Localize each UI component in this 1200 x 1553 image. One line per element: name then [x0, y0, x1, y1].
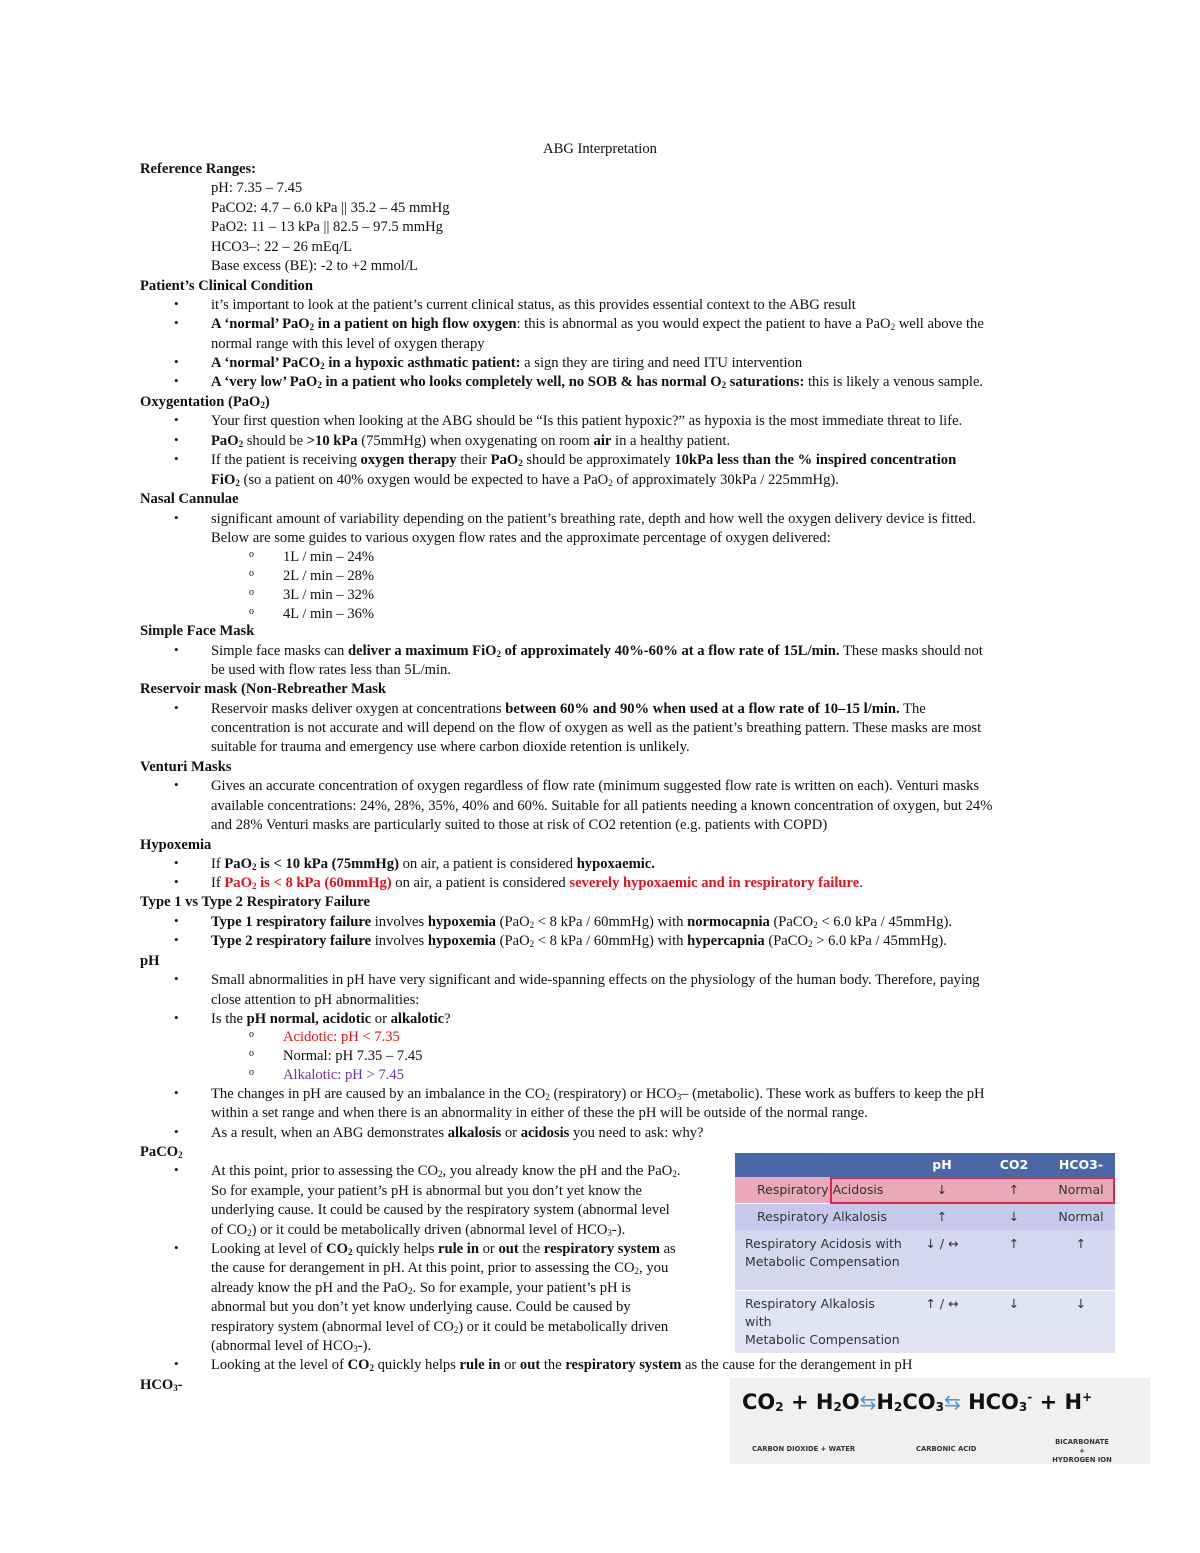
bullet: • [174, 296, 179, 311]
paco2-bullet-2-l2: the cause for derangement in pH. At this point, prior to assessing the $CO_2$, you [211, 1260, 669, 1276]
sub-bullet: o [249, 568, 254, 579]
paco2-bullet-2-l3: already know the pH and the PaO$_2$. So for example, your patient’s pH is [211, 1280, 631, 1296]
nasal-cannulae-heading: Nasal Cannulae [140, 491, 239, 507]
ref-line-base-excess: Base excess (BE): -2 to +2 mmol/L [211, 258, 418, 274]
bullet: • [174, 412, 179, 427]
ref-line-pao2: PaO2: 11 – 13 kPa || 82.5 – 97.5 mmHg [211, 219, 443, 235]
row-label-resp-acidosis-comp: Respiratory Acidosis with Metabolic Compensation [745, 1236, 902, 1269]
ph-bullet-3-cont: within a set range and when there is an abnormality in either of these the pH will be outside of the normal range. [211, 1105, 868, 1121]
table-header-ph: pH [903, 1153, 981, 1177]
row1-hco3: Normal [1058, 1182, 1104, 1197]
oxygenation-heading: Oxygentation (PaO$_2$) [140, 394, 270, 410]
type1-bullet: Type 1 respiratory failure involves hypoxemia (PaO$_2$ < 8 kPa / 60mmHg) with normocapnia (PaCO$_2$ < 6.0 kPa / 45mmHg). [211, 914, 952, 930]
oxygenation-bullet-1: Your first question when looking at the ABG should be “Is this patient hypoxic?” as hypoxia is the most immediate threat to life. [211, 413, 963, 429]
row2-hco3: Normal [1058, 1209, 1104, 1224]
venturi-bullet: Gives an accurate concentration of oxygen regardless of flow rate (minimum suggested flow rate is written on each). Venturi masks [211, 778, 980, 794]
simple-face-mask-bullet: Simple face masks can deliver a maximum FiO$_2$ of approximately 40%-60% at a flow rate of 15L/min. These masks should not [211, 643, 983, 659]
sub-bullet: o [249, 1067, 254, 1078]
paco2-heading: PaCO$_2$ [140, 1144, 183, 1160]
bullet: • [174, 1162, 179, 1177]
hco3-heading: $HCO_3-$ [140, 1377, 183, 1393]
sub-bullet: o [249, 549, 254, 560]
paco2-bullet-2-l1: Looking at level of $CO_2$ quickly helps rule in or out the respiratory system as [211, 1241, 676, 1257]
reservoir-mask-bullet: Reservoir masks deliver oxygen at concentrations between 60% and 90% when used at a flow rate of 10–15 l/min. The [211, 701, 926, 717]
page-title: ABG Interpretation [543, 141, 657, 157]
nasal-bullet-1: significant amount of variability depending on the patient’s breathing rate, depth and how well the oxygen delivery device is fitted. [211, 511, 976, 527]
clinical-bullet-3: A ‘normal’ PaCO$_2$ in a hypoxic asthmatic patient: a sign they are tiring and need ITU intervention [211, 355, 803, 371]
clinical-condition-heading: Patient’s Clinical Condition [140, 278, 313, 294]
row4-ph: ↑ / ↔ [925, 1296, 959, 1311]
ph-alkalotic: Alkalotic: pH > 7.45 [283, 1067, 404, 1083]
equilibrium-arrow-icon: ⇆ [859, 1390, 877, 1414]
paco2-bullet-3: Looking at the level of $CO_2$ quickly helps rule in or out the respiratory system as the cause for the derangement in pH [211, 1357, 913, 1373]
ph-heading: pH [140, 953, 160, 969]
row1-co2: ↑ [1008, 1182, 1020, 1197]
sub-bullet: o [249, 587, 254, 598]
oxygenation-bullet-3: If the patient is receiving oxygen therapy their PaO$_2$ should be approximately 10kPa less than the % inspired concentration [211, 452, 957, 468]
reference-ranges-heading: Reference Ranges: [140, 161, 257, 177]
type2-bullet: Type 2 respiratory failure involves hypoxemia (PaO$_2$ < 8 kPa / 60mmHg) with hypercapnia (PaCO$_2$ > 6.0 kPa / 45mmHg). [211, 933, 947, 949]
bicarbonate-buffer-equation [730, 1378, 1150, 1464]
reservoir-mask-heading: Reservoir mask (Non-Rebreather Mask [140, 681, 387, 697]
paco2-bullet-2-l5: respiratory system (abnormal level of $CO_2$) or it could be metabolically driven [211, 1319, 669, 1335]
paco2-bullet-1-l1: At this point, prior to assessing the $CO_2$, you already know the pH and the PaO$_2$. [211, 1163, 681, 1179]
ph-bullet-1: Small abnormalities in pH have very significant and wide-spanning effects on the physiology of the human body. Therefore, paying [211, 972, 980, 988]
bullet: • [174, 855, 179, 870]
table-header-hco3: HCO3- [1047, 1153, 1115, 1177]
bullet: • [174, 1085, 179, 1100]
bullet: • [174, 1124, 179, 1139]
sub-bullet: o [249, 606, 254, 617]
venturi-cont-2: and 28% Venturi masks are particularly suited to those at risk of CO2 retention (e.g. patients with COPD) [211, 817, 828, 833]
clinical-bullet-4: A ‘very low’ PaO$_2$ in a patient who looks completely well, no SOB & has normal $O_2$ saturations: this is likely a venous sample. [211, 374, 984, 390]
paco2-bullet-1-l3: underlying cause. It could be caused by the respiratory system (abnormal level [211, 1202, 670, 1218]
bullet: • [174, 1240, 179, 1255]
sub-bullet: o [249, 1029, 254, 1040]
ph-acidotic: Acidotic: pH < 7.35 [283, 1029, 400, 1045]
row3-co2: ↑ [1008, 1236, 1020, 1251]
abg-compensation-table [735, 1153, 1115, 1353]
row3-hco3: ↑ [1075, 1236, 1087, 1251]
caption-bicarbonate-hydrogen: BICARBONATE + HYDROGEN ION [1052, 1438, 1112, 1464]
bullet: • [174, 451, 179, 466]
ph-bullet-3: The changes in pH are caused by an imbalance in the $CO_2$ (respiratory) or $HCO_3-$ (metabolic). These work as buffers to keep the pH [211, 1086, 985, 1102]
clinical-bullet-2-cont: normal range with this level of oxygen therapy [211, 336, 485, 352]
bullet: • [174, 913, 179, 928]
bullet: • [174, 971, 179, 986]
reservoir-mask-cont-2: suitable for trauma and emergency use where carbon dioxide retention is unlikely. [211, 739, 690, 755]
ph-bullet-4: As a result, when an ABG demonstrates alkalosis or acidosis you need to ask: why? [211, 1125, 704, 1141]
bullet: • [174, 373, 179, 388]
bullet: • [174, 315, 179, 330]
caption-carbonic-acid: CARBONIC ACID [916, 1445, 977, 1453]
equation-formula: $CO_2$ + $H_2O⇆H_2CO_3⇆$ $HCO_3^- + H^+$ [742, 1390, 1093, 1414]
ref-line-paco2: PaCO2: 4.7 – 6.0 kPa || 35.2 – 45 mmHg [211, 200, 450, 216]
paco2-bullet-2-l6: (abnormal level of $HCO_3-$). [211, 1338, 372, 1354]
bullet: • [174, 874, 179, 889]
paco2-bullet-1-l2: So for example, your patient’s pH is abnormal but you don’t yet know the [211, 1183, 642, 1199]
bullet: • [174, 1356, 179, 1371]
hypoxemia-heading: Hypoxemia [140, 837, 212, 853]
simple-face-mask-heading: Simple Face Mask [140, 623, 255, 639]
nasal-flow-3: 3L / min – 32% [283, 587, 375, 603]
table-header-co2: CO2 [981, 1153, 1047, 1177]
table-header-blank [735, 1153, 903, 1177]
row-label-resp-acidosis: Respiratory Acidosis [757, 1182, 884, 1197]
hypoxemia-bullet-1: If PaO$_2$ is < 10 kPa (75mmHg) on air, a patient is considered hypoxaemic. [211, 856, 655, 872]
oxygenation-bullet-3-cont: FiO$_2$ (so a patient on 40% oxygen would be expected to have a PaO$_2$ of approximately 30kPa / 225mmHg). [211, 472, 839, 488]
bullet: • [174, 354, 179, 369]
caption-co2-water: CARBON DIOXIDE + WATER [752, 1445, 856, 1453]
clinical-bullet-1: it’s important to look at the patient’s current clinical status, as this provides essential context to the ABG result [211, 297, 856, 313]
bullet: • [174, 1010, 179, 1025]
bullet: • [174, 432, 179, 447]
row1-ph: ↓ [936, 1182, 948, 1197]
nasal-bullet-1-cont: Below are some guides to various oxygen flow rates and the approximate percentage of oxygen delivered: [211, 530, 831, 546]
ph-bullet-2: Is the pH normal, acidotic or alkalotic? [211, 1011, 451, 1027]
ph-normal: Normal: pH 7.35 – 7.45 [283, 1048, 423, 1064]
bullet: • [174, 700, 179, 715]
sub-bullet: o [249, 1048, 254, 1059]
bullet: • [174, 642, 179, 657]
equilibrium-arrow-icon: ⇆ [943, 1390, 961, 1414]
row4-co2: ↓ [1008, 1296, 1020, 1311]
row3-ph: ↓ / ↔ [925, 1236, 959, 1251]
simple-face-mask-bullet-cont: be used with flow rates less than 5L/min. [211, 662, 451, 678]
row4-hco3: ↓ [1075, 1296, 1087, 1311]
ph-bullet-1-cont: close attention to pH abnormalities: [211, 992, 420, 1008]
bullet: • [174, 510, 179, 525]
paco2-bullet-2-l4: abnormal but you don’t yet know underlying cause. Could be caused by [211, 1299, 631, 1315]
reservoir-mask-cont-1: concentration is not accurate and will depend on the flow of oxygen as well as the patient’s breathing pattern. These masks are most [211, 720, 982, 736]
oxygenation-bullet-2: PaO$_2$ should be >10 kPa (75mmHg) when oxygenating on room air in a healthy patient. [211, 433, 731, 449]
ref-line-ph: pH: 7.35 – 7.45 [211, 180, 303, 196]
nasal-flow-2: 2L / min – 28% [283, 568, 375, 584]
hypoxemia-bullet-2: If PaO$_2$ is < 8 kPa (60mmHg) on air, a patient is considered severely hypoxaemic and in respiratory failure. [211, 875, 863, 891]
venturi-cont-1: available concentrations: 24%, 28%, 35%, 40% and 60%. Suitable for all patients needing a known concentration of oxygen, but 24% [211, 798, 993, 814]
ref-line-hco3: HCO3–: 22 – 26 mEq/L [211, 239, 353, 255]
row-label-resp-alkalosis: Respiratory Alkalosis [757, 1209, 887, 1224]
clinical-bullet-2: A ‘normal’ PaO$_2$ in a patient on high flow oxygen: this is abnormal as you would expect the patient to have a PaO$_2$ well above the [211, 316, 984, 332]
paco2-bullet-1-l4: of $CO_2$) or it could be metabolically driven (abnormal level of $HCO_3-$). [211, 1222, 626, 1238]
row2-co2: ↓ [1008, 1209, 1020, 1224]
row-highlight-box [830, 1177, 1115, 1204]
row-label-resp-alkalosis-comp: Respiratory Alkalosis with Metabolic Compensation [745, 1296, 900, 1347]
row2-ph: ↑ [936, 1209, 948, 1224]
nasal-flow-4: 4L / min – 36% [283, 606, 375, 622]
type1-vs-type2-heading: Type 1 vs Type 2 Respiratory Failure [140, 894, 370, 910]
bullet: • [174, 777, 179, 792]
venturi-masks-heading: Venturi Masks [140, 759, 232, 775]
bullet: • [174, 932, 179, 947]
nasal-flow-1: 1L / min – 24% [283, 549, 375, 565]
